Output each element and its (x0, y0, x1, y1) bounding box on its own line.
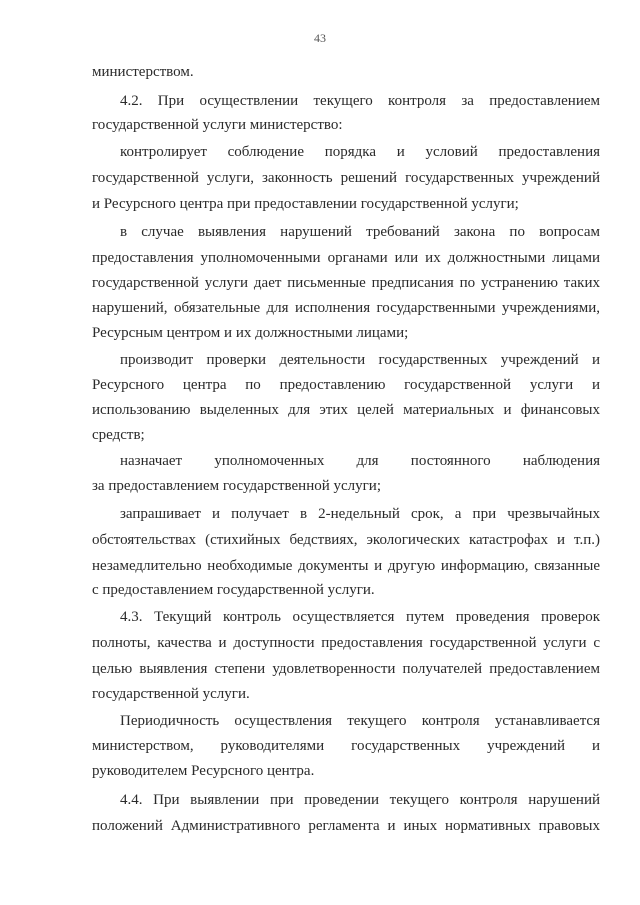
text-line: 4.2. При осуществлении текущего контроля за предоставлением (120, 93, 600, 109)
text-line: 4.4. При выявлении при проведении текущего контроля нарушений (120, 792, 600, 808)
text-line: государственной услуги министерство: (92, 117, 343, 133)
text-line: положений Административного регламента и иных нормативных правовых (92, 818, 600, 834)
text-line: Ресурсного центра по предоставлению государственной услуги и (92, 377, 600, 393)
text-line: государственной услуги. (92, 686, 250, 702)
text-line: использованию выделенных для этих целей материальных и финансовых (92, 402, 600, 418)
text-line: государственной услуги, законность решений государственных учреждений (92, 170, 600, 186)
text-line: нарушений, обязательные для исполнения государственными учреждениями, (92, 300, 600, 316)
text-line: и Ресурсного центра при предоставлении государственной услуги; (92, 196, 519, 212)
text-line: производит проверки деятельности государственных учреждений и (120, 352, 600, 368)
text-line: Ресурсным центром и их должностными лицами; (92, 325, 409, 341)
text-line: за предоставлением государственной услуги; (92, 478, 382, 494)
text-line: руководителем Ресурсного центра. (92, 763, 315, 779)
text-line: незамедлительно необходимые документы и другую информацию, связанные (92, 558, 600, 574)
text-line: целью выявления степени удовлетворенности получателей предоставлением (92, 661, 600, 677)
page-number: 43 (314, 31, 326, 45)
text-line: запрашивает и получает в 2-недельный срок, а при чрезвычайных (120, 506, 600, 522)
text-line: с предоставлением государственной услуги. (92, 582, 375, 598)
text-line: предоставления уполномоченными органами или их должностными лицами (92, 250, 600, 266)
text-line: полноты, качества и доступности предоставления государственной услуги с (92, 635, 600, 651)
text-line: министерством. (92, 64, 194, 80)
text-line: обстоятельствах (стихийных бедствиях, экологических катастрофах и т.п.) (92, 532, 600, 548)
text-line: контролирует соблюдение порядка и условий предоставления (120, 144, 600, 160)
text-line: министерством, руководителями государственных учреждений и (92, 738, 600, 754)
text-line: средств; (92, 427, 145, 443)
text-line: 4.3. Текущий контроль осуществляется путем проведения проверок (120, 609, 600, 625)
text-line: в случае выявления нарушений требований закона по вопросам (120, 224, 600, 240)
text-line: государственной услуги дает письменные предписания по устранению таких (92, 275, 600, 291)
text-line: Периодичность осуществления текущего контроля устанавливается (120, 713, 600, 729)
text-line: назначает уполномоченных для постоянного наблюдения (120, 453, 600, 469)
